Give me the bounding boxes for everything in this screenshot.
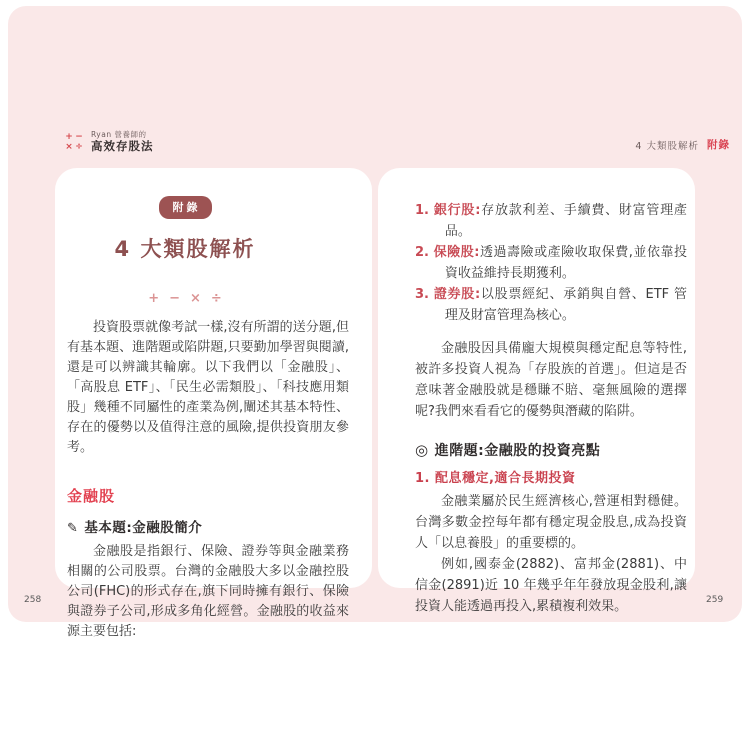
- list-desc: 以股票經紀、承銷與自營、ETF 管理及財富管理為核心。: [444, 287, 688, 323]
- math-symbols-logo-icon: [64, 132, 84, 152]
- header-brand: [64, 131, 154, 153]
- advanced-topic-heading-text: 進階題:金融股的投資亮點: [434, 443, 601, 459]
- list-item-insurance-stocks: [415, 242, 687, 284]
- stable-dividends-paragraph: 金融業屬於民生經濟核心,營運相對穩健。台灣多數金控每年都有穩定現金股息,成為投資人「以息養股」的重要標的。: [415, 494, 687, 551]
- plus-icon: +: [65, 131, 73, 142]
- divider-minus-icon: −: [169, 291, 180, 306]
- target-icon: ◎: [415, 441, 429, 459]
- list-term: 銀行股:: [433, 203, 481, 218]
- list-desc: 存放款利差、手續費、財富管理產品。: [444, 203, 687, 239]
- divider-multiply-icon: ×: [190, 291, 201, 306]
- list-desc: 透過壽險或產險收取保費,並依靠投資收益維持長期獲利。: [444, 245, 687, 281]
- left-page: [55, 168, 372, 639]
- divide-icon: ÷: [75, 141, 83, 152]
- example-holdings-paragraph: 例如,國泰金(2882)、富邦金(2881)、中信金(2891)近 10 年幾乎年年發放現金股利,讓投資人能透過再投入,累積複利效果。: [415, 557, 687, 614]
- right-page: [378, 168, 695, 614]
- math-symbols-divider: [55, 291, 315, 306]
- list-number: 2.: [415, 245, 429, 260]
- brand-text: [91, 131, 154, 153]
- running-chapter-title: 4 大類股解析: [635, 140, 699, 152]
- right-page-body: [415, 200, 687, 617]
- appendix-badge: 附錄: [159, 196, 212, 219]
- point-heading-stable-dividends: 1. 配息穩定,適合長期投資: [415, 471, 576, 486]
- pencil-icon: ✎: [67, 521, 79, 536]
- basic-topic-heading: [67, 516, 349, 536]
- list-term: 保險股:: [433, 245, 480, 260]
- left-page-body: [67, 318, 349, 642]
- advanced-topic-heading: [415, 440, 687, 460]
- brand-author: Ryan 營養師的: [91, 130, 147, 139]
- page-number-left: 258: [24, 595, 42, 605]
- chapter-title: 4 大類股解析: [114, 237, 256, 261]
- header-running-title: [635, 137, 730, 152]
- list-term: 證券股:: [433, 287, 481, 302]
- intro-paragraph: 投資股票就像考試一樣,沒有所謂的送分題,但有基本題、進階題或陷阱題,只要勤加學習與閱讀,還是可以辨識其輪廓。以下我們以「金融股」、「高股息 ETF」、「民生必需類股」、「科技應用類股」幾種不同屬性的產業為例,闡述其基本特性、存在的優勢以及值得注意的風險,提供投資朋友參考。: [67, 320, 349, 455]
- brand-book-title: 高效存股法: [91, 138, 154, 153]
- list-number: 1.: [415, 203, 429, 218]
- divider-plus-icon: +: [148, 291, 160, 306]
- chapter-title-block: [55, 196, 315, 306]
- financial-stocks-paragraph: 金融股是指銀行、保險、證券等與金融業務相關的公司股票。台灣的金融股大多以金融控股公司(FHC)的形式存在,旗下同時擁有銀行、保險與證券子公司,形成多角化經營。金融股的收益來源主要包括:: [67, 544, 349, 639]
- multiply-icon: ×: [65, 141, 73, 152]
- divider-divide-icon: ÷: [210, 291, 222, 306]
- basic-topic-heading-text: 基本題:金融股簡介: [84, 520, 203, 536]
- list-item-securities-stocks: [415, 284, 687, 326]
- running-section-label: 附錄: [707, 139, 730, 151]
- page-number-right: 259: [706, 595, 724, 605]
- dividend-discussion-paragraph: 金融股因具備龐大規模與穩定配息等特性,被許多投資人視為「存股族的首選」。但這是否意味著金融股就是穩賺不賠、毫無風險的選擇呢?我們來看看它的優勢與潛藏的陷阱。: [415, 341, 687, 419]
- minus-icon: −: [75, 131, 83, 142]
- section-heading-financial-stocks: 金融股: [67, 487, 116, 505]
- list-item-bank-stocks: [415, 200, 687, 242]
- list-number: 3.: [415, 287, 429, 302]
